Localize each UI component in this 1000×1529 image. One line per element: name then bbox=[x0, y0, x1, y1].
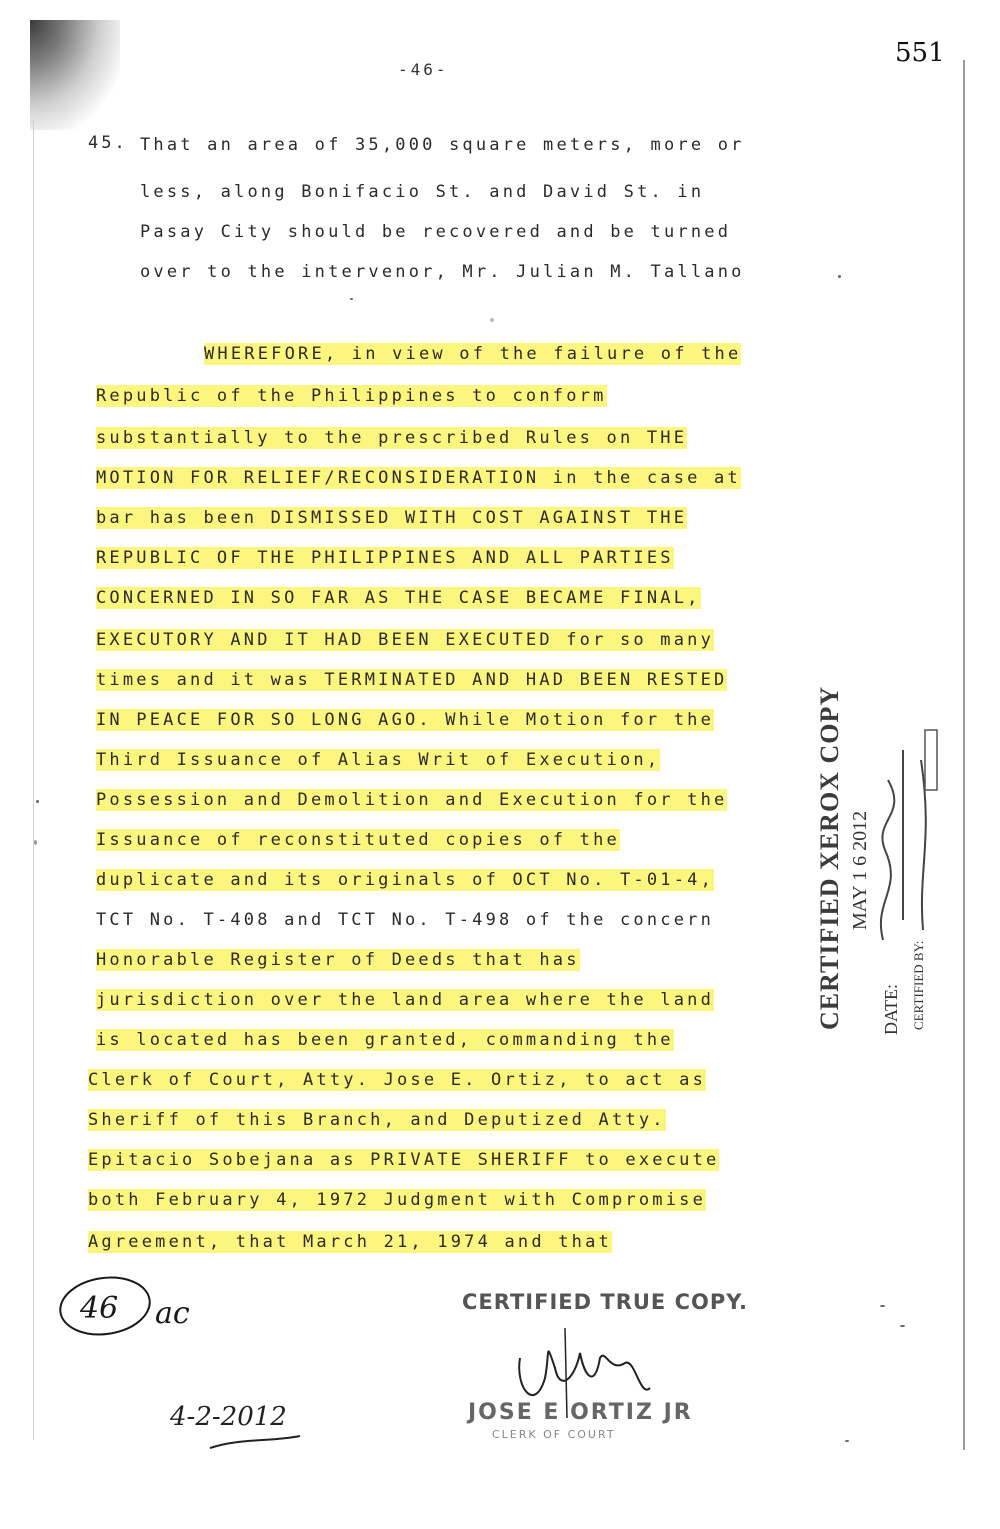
body-line bbox=[96, 628, 714, 652]
item-line: That an area of 35,000 square meters, more or bbox=[140, 135, 745, 155]
highlighted-text: jurisdiction over the land area where the land bbox=[96, 990, 715, 1010]
highlighted-text: duplicate and its originals of OCT No. T-01-4, bbox=[96, 870, 715, 890]
highlighted-text: bar has been DISMISSED WITH COST AGAINST THE bbox=[96, 508, 688, 528]
scan-speck bbox=[490, 318, 494, 322]
clerk-title: CLERK OF COURT bbox=[492, 1428, 616, 1441]
highlighted-text: Honorable Register of Deeds that has bbox=[96, 950, 580, 970]
scan-speck bbox=[845, 1440, 849, 1442]
body-line bbox=[96, 788, 727, 812]
highlighted-text: WHEREFORE, in view of the failure of the bbox=[204, 344, 742, 364]
scan-speck bbox=[34, 840, 37, 845]
highlighted-text: EXECUTORY AND IT HAD BEEN EXECUTED for so many bbox=[96, 630, 715, 650]
item-number: 45. bbox=[88, 133, 128, 153]
body-line bbox=[96, 748, 660, 772]
clerk-name: JOSE E ORTIZ JR bbox=[468, 1400, 693, 1425]
body-line bbox=[96, 384, 607, 408]
scan-shadow bbox=[30, 20, 120, 130]
body-line bbox=[88, 1188, 706, 1212]
highlighted-text: both February 4, 1972 Judgment with Compromise bbox=[88, 1190, 707, 1210]
circled-page-number bbox=[50, 1268, 230, 1348]
page-number: 551 bbox=[895, 38, 945, 68]
stamp-certified-by-label: CERTIFIED BY: bbox=[911, 940, 926, 1030]
scan-speck bbox=[36, 800, 39, 803]
stamp-title: CERTIFIED XEROX COPY bbox=[815, 685, 844, 1030]
body-line bbox=[96, 908, 714, 932]
stamp-signature-icon bbox=[863, 720, 943, 950]
highlighted-text: Republic of the Philippines to conform bbox=[96, 386, 607, 406]
item-line: less, along Bonifacio St. and David St. in bbox=[140, 182, 705, 202]
body-line bbox=[88, 1068, 706, 1092]
scan-speck bbox=[880, 1305, 885, 1307]
handwritten-initials: ac bbox=[155, 1296, 190, 1331]
stamp-date: MAY 1 6 2012 bbox=[849, 810, 871, 930]
highlighted-text: Sheriff of this Branch, and Deputized Atty. bbox=[88, 1110, 666, 1130]
handwritten-date bbox=[160, 1380, 360, 1460]
highlighted-text: CONCERNED IN SO FAR AS THE CASE BECAME FINAL, bbox=[96, 588, 701, 608]
circled-number-text: 46 bbox=[80, 1291, 119, 1326]
body-line bbox=[96, 1028, 674, 1052]
body-line bbox=[96, 988, 714, 1012]
body-line bbox=[96, 546, 674, 570]
stamp-date-label: DATE: bbox=[881, 984, 901, 1035]
highlighted-text: IN PEACE FOR SO LONG AGO. While Motion for the bbox=[96, 710, 715, 730]
body-line bbox=[96, 828, 620, 852]
body-line bbox=[96, 668, 727, 692]
scan-speck bbox=[900, 1325, 905, 1327]
body-line bbox=[96, 426, 687, 450]
highlighted-text: Issuance of reconstituted copies of the bbox=[96, 830, 620, 850]
highlighted-text: Epitacio Sobejana as PRIVATE SHERIFF to execute bbox=[88, 1150, 720, 1170]
plain-text: TCT No. T-408 and TCT No. T-498 of the concern bbox=[96, 910, 715, 930]
highlighted-text: is located has been granted, commanding the bbox=[96, 1030, 674, 1050]
item-line: Pasay City should be recovered and be turned bbox=[140, 222, 732, 242]
body-line bbox=[204, 342, 741, 366]
page-edge-right bbox=[963, 60, 965, 1450]
certified-true-copy-stamp: CERTIFIED TRUE COPY. bbox=[462, 1290, 748, 1314]
scan-speck bbox=[350, 298, 353, 300]
highlighted-text: REPUBLIC OF THE PHILIPPINES AND ALL PARTIES bbox=[96, 548, 674, 568]
highlighted-text: Third Issuance of Alias Writ of Execution, bbox=[96, 750, 661, 770]
highlighted-text: Agreement, that March 21, 1974 and that bbox=[88, 1232, 612, 1252]
body-line bbox=[88, 1108, 666, 1132]
highlighted-text: Possession and Demolition and Execution for the bbox=[96, 790, 728, 810]
highlighted-text: times and it was TERMINATED AND HAD BEEN RESTED bbox=[96, 670, 728, 690]
highlighted-text: Clerk of Court, Atty. Jose E. Ortiz, to act as bbox=[88, 1070, 707, 1090]
body-line bbox=[96, 948, 580, 972]
scan-speck bbox=[838, 275, 841, 278]
body-line bbox=[96, 868, 714, 892]
highlighted-text: substantially to the prescribed Rules on THE bbox=[96, 428, 688, 448]
body-line bbox=[96, 466, 741, 490]
body-line bbox=[96, 708, 714, 732]
page-header: -46- bbox=[398, 60, 449, 79]
body-line bbox=[88, 1230, 612, 1254]
item-line: over to the intervenor, Mr. Julian M. Tallano bbox=[140, 262, 745, 282]
body-line bbox=[96, 506, 687, 530]
handwritten-date-text: 4-2-2012 bbox=[170, 1402, 287, 1432]
body-line bbox=[96, 586, 701, 610]
body-line bbox=[88, 1148, 719, 1172]
page-edge-left bbox=[33, 120, 34, 1440]
certified-xerox-stamp bbox=[815, 685, 945, 1060]
highlighted-text: MOTION FOR RELIEF/RECONSIDERATION in the case at bbox=[96, 468, 741, 488]
